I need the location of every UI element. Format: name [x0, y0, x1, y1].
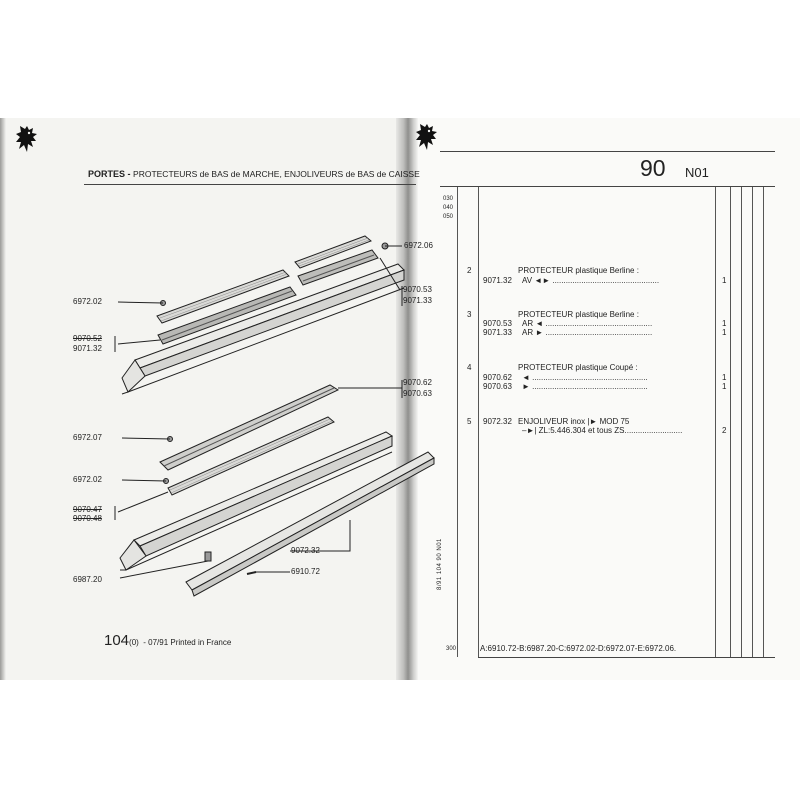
code-040: 040	[443, 205, 454, 211]
row5-qty: 2	[722, 426, 727, 435]
group-number: 90	[640, 155, 666, 181]
page-footer	[104, 632, 231, 650]
row-index-5: 5	[467, 417, 472, 426]
row4-desc-2: ◄ ....................................................	[522, 373, 648, 382]
row-index-4: 4	[467, 363, 472, 372]
row3-desc-1: PROTECTEUR plastique Berline :	[518, 310, 639, 319]
table-col-qty-left	[715, 187, 716, 657]
title-main: PORTES -	[88, 169, 131, 179]
label-9071-33: 9071.33	[403, 296, 432, 305]
code-300: 300	[446, 646, 457, 652]
table-col-codes	[457, 187, 458, 657]
row2-qty: 1	[722, 276, 727, 285]
label-9072-32: 9072.32	[291, 546, 320, 555]
row3-ref-2: 9071.33	[483, 328, 512, 337]
label-9070-48: 9070.48	[73, 514, 102, 523]
footer-page-number: 104	[104, 632, 130, 649]
label-6987-20: 6987.20	[73, 575, 102, 584]
label-9070-52: 9070.52	[73, 334, 102, 343]
row3-desc-2: AR ◄ ................................................	[522, 319, 653, 328]
row5-desc-1: ENJOLIVEUR inox |► MOD 75	[518, 417, 630, 426]
subgroup-code: N01	[685, 165, 709, 180]
label-9070-47: 9070.47	[73, 505, 102, 514]
clip-6987-20	[205, 552, 211, 561]
table-col-qty-3	[752, 187, 753, 657]
row5-desc-2: –►| ZL:5.446.304 et tous ZS..........................	[522, 426, 683, 435]
title-sub: PROTECTEURS de BAS de MARCHE, ENJOLIVEURS de BAS de CAISSE	[133, 169, 420, 179]
code-050: 050	[443, 214, 454, 220]
label-6972-02-top: 6972.02	[73, 297, 102, 306]
label-9071-32: 9071.32	[73, 344, 102, 353]
row2-desc-1: PROTECTEUR plastique Berline :	[518, 266, 639, 275]
table-col-index	[478, 187, 479, 657]
label-6972-02-bottom: 6972.02	[73, 475, 102, 484]
parts-footnote: A:6910.72-B:6987.20-C:6972.02-D:6972.07-E:6972.06.	[480, 644, 677, 653]
screw-6910-72	[247, 572, 256, 574]
label-6910-72: 6910.72	[291, 567, 320, 576]
table-bottom-rule	[478, 657, 775, 658]
row3-qty-2: 1	[722, 328, 727, 337]
row5-ref: 9072.32	[483, 417, 512, 426]
code-list	[443, 195, 453, 222]
row-index-3: 3	[467, 310, 472, 319]
table-col-qty-2	[741, 187, 742, 657]
row4-desc-1: PROTECTEUR plastique Coupé :	[518, 363, 638, 372]
footer-date: - 07/91 Printed in France	[143, 638, 232, 647]
row3-ref-1: 9070.53	[483, 319, 512, 328]
row-index-2: 2	[467, 266, 472, 275]
row4-desc-3: ► ....................................................	[522, 382, 648, 391]
label-6972-07: 6972.07	[73, 433, 102, 442]
row2-ref: 9071.32	[483, 276, 512, 285]
row3-qty-1: 1	[722, 319, 727, 328]
label-9070-62: 9070.62	[403, 378, 432, 387]
vertical-reference: 8/91 104 90 N01	[437, 538, 443, 590]
code-030: 030	[443, 196, 454, 202]
label-9070-53: 9070.53	[403, 285, 432, 294]
row4-ref-1: 9070.62	[483, 373, 512, 382]
table-col-qty-4	[763, 187, 764, 657]
label-9070-63: 9070.63	[403, 389, 432, 398]
row2-desc-2: AV ◄► ................................................	[522, 276, 660, 285]
row4-qty-2: 1	[722, 382, 727, 391]
row3-desc-3: AR ► ................................................	[522, 328, 653, 337]
footer-variant: (0)	[129, 638, 139, 647]
label-6972-06: 6972.06	[404, 241, 433, 250]
row4-qty-1: 1	[722, 373, 727, 382]
table-col-qty-1	[730, 187, 731, 657]
row4-ref-2: 9070.63	[483, 382, 512, 391]
